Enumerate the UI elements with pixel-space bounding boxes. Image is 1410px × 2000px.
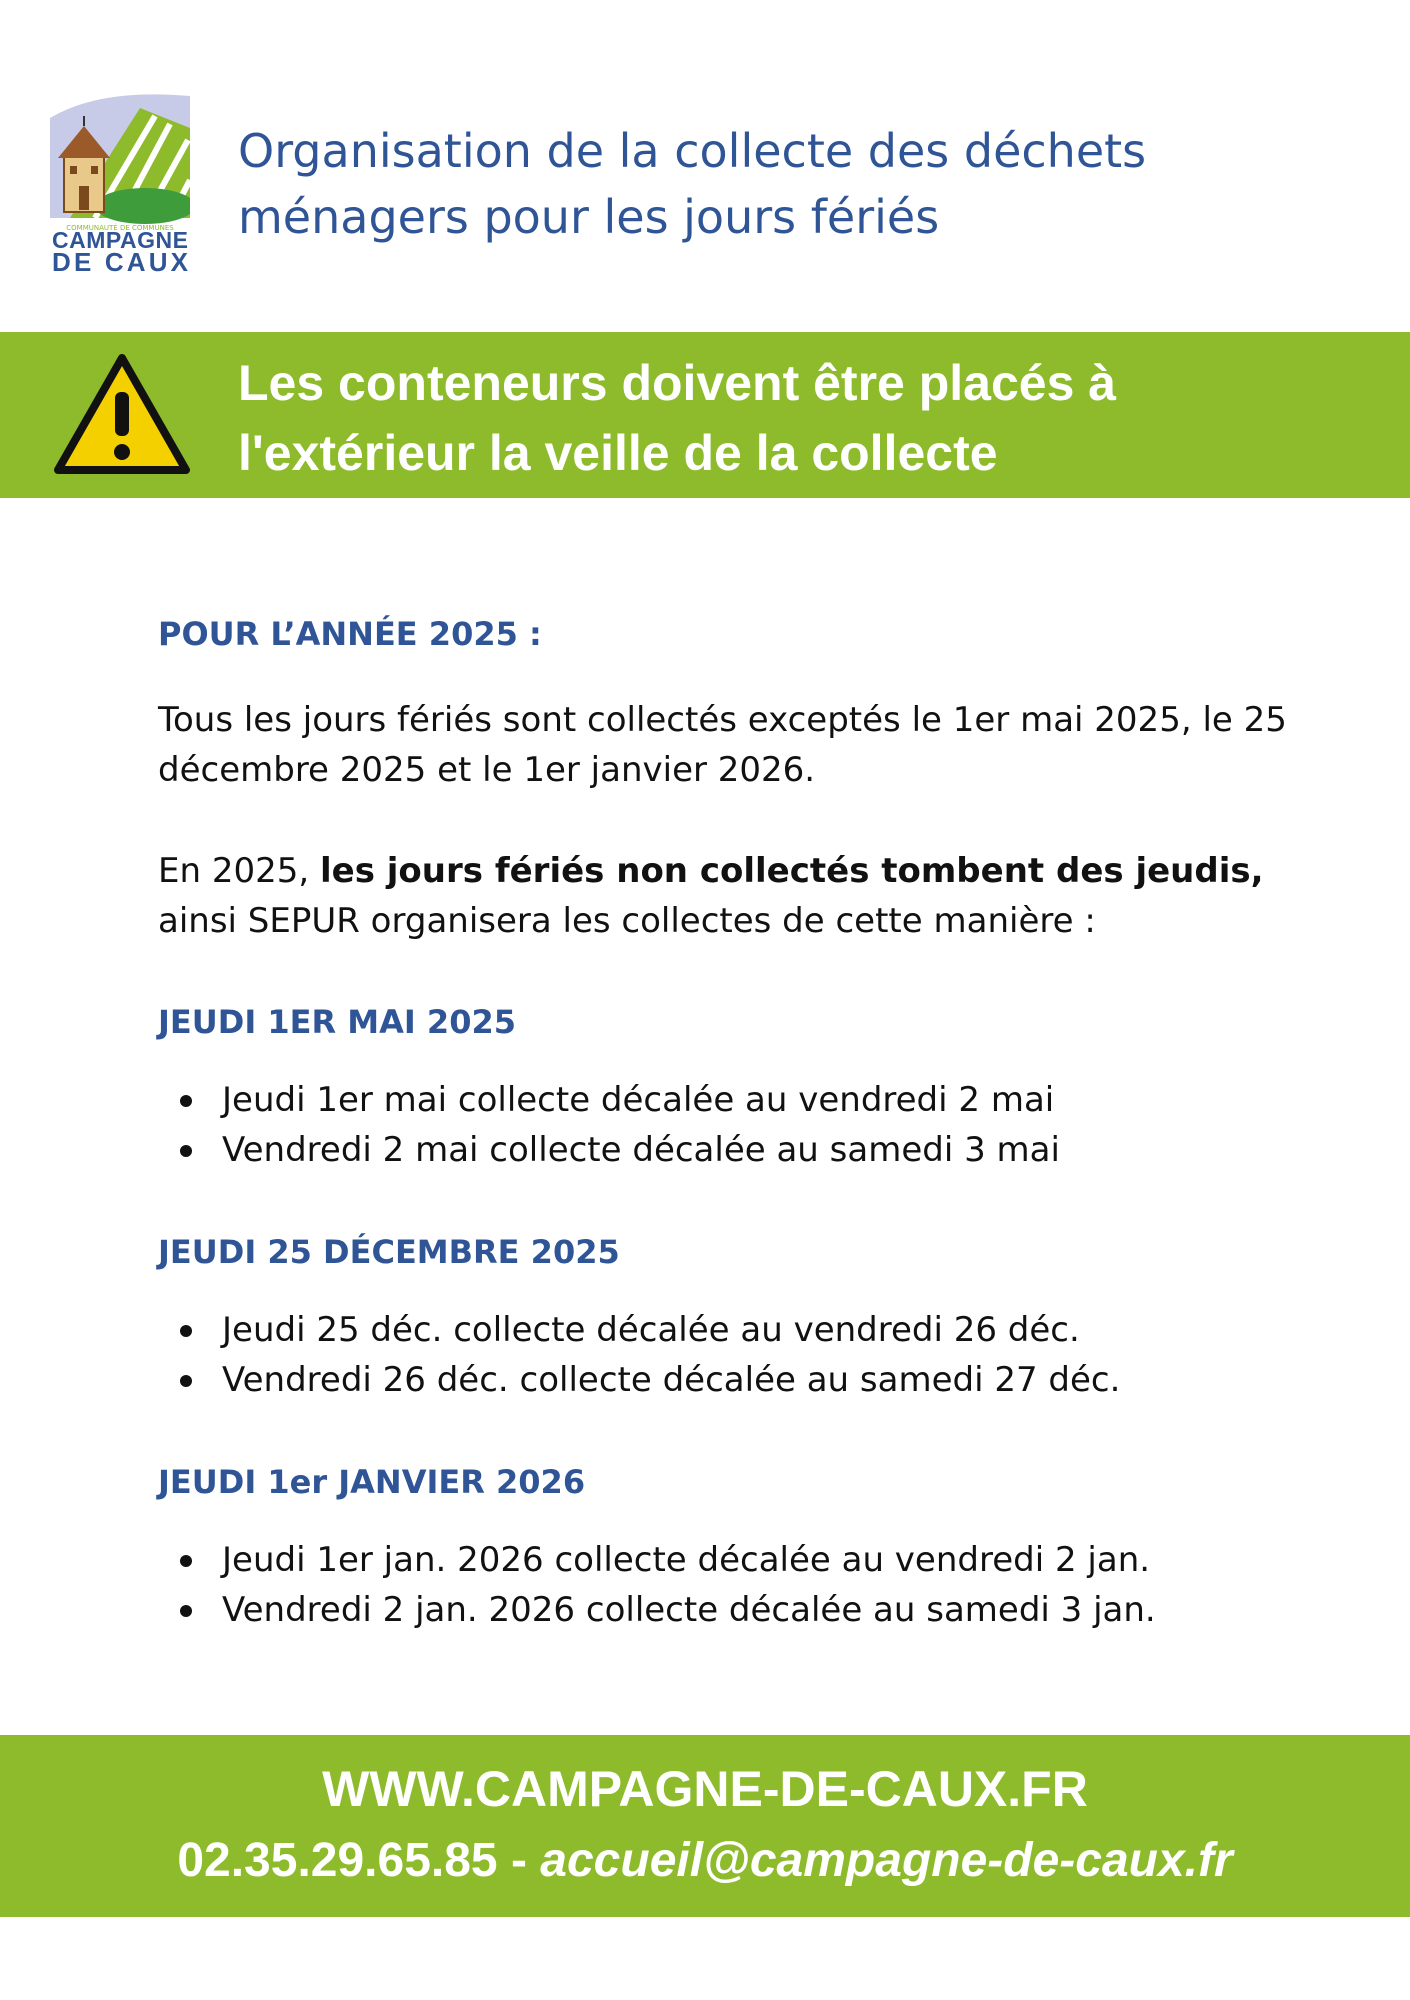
contact-separator: -	[497, 1834, 541, 1887]
section-heading-janvier: JEUDI 1er JANVIER 2026	[158, 1463, 586, 1501]
sepur-paragraph-suffix: ainsi SEPUR organisera les collectes de cette manière :	[158, 901, 1096, 941]
list-item: Vendredi 2 mai collecte décalée au samedi 3 mai	[158, 1125, 1308, 1175]
email-link[interactable]: accueil@campagne-de-caux.fr	[540, 1834, 1233, 1887]
section-list-decembre	[158, 1305, 1308, 1405]
section-list-mai	[158, 1075, 1308, 1175]
section-list-janvier	[158, 1535, 1308, 1635]
logo-de-caux-text: DE CAUX	[52, 247, 188, 273]
list-item: Vendredi 26 déc. collecte décalée au samedi 27 déc.	[158, 1355, 1308, 1405]
sepur-paragraph-bold: les jours fériés non collectés tombent des jeudis,	[319, 851, 1264, 891]
phone-number[interactable]: 02.35.29.65.85	[177, 1834, 498, 1887]
list-item: Jeudi 1er mai collecte décalée au vendredi 2 mai	[158, 1075, 1308, 1125]
list-item: Jeudi 25 déc. collecte décalée au vendredi 26 déc.	[158, 1305, 1308, 1355]
list-item: Jeudi 1er jan. 2026 collecte décalée au vendredi 2 jan.	[158, 1535, 1308, 1585]
warning-triangle-icon	[52, 352, 192, 478]
sepur-paragraph-prefix: En 2025,	[158, 851, 320, 891]
warning-banner	[0, 332, 1410, 498]
logo-small-text: COMMUNAUTÉ DE COMMUNES	[66, 224, 174, 232]
list-item: Vendredi 2 jan. 2026 collecte décalée au samedi 3 jan.	[158, 1585, 1308, 1635]
footer-contact	[0, 1829, 1410, 1893]
section-heading-decembre: JEUDI 25 DÉCEMBRE 2025	[158, 1233, 620, 1271]
logo-campagne-text: CAMPAGNE	[52, 227, 188, 253]
section-heading-mai: JEUDI 1ER MAI 2025	[158, 1003, 516, 1041]
sepur-paragraph	[158, 846, 1308, 946]
warning-text: Les conteneurs doivent être placés à l'extérieur la veille de la collecte	[238, 355, 1117, 481]
footer-banner	[0, 1735, 1410, 1917]
intro-paragraph: Tous les jours fériés sont collectés exceptés le 1er mai 2025, le 25 décembre 2025 et le 1er janvier 2026.	[158, 700, 1287, 790]
campagne-de-caux-logo	[50, 88, 190, 273]
website-link[interactable]: WWW.CAMPAGNE-DE-CAUX.FR	[322, 1761, 1088, 1817]
year-heading: POUR L’ANNÉE 2025 :	[158, 615, 542, 653]
page-title: Organisation de la collecte des déchets ménagers pour les jours fériés	[238, 124, 1147, 244]
